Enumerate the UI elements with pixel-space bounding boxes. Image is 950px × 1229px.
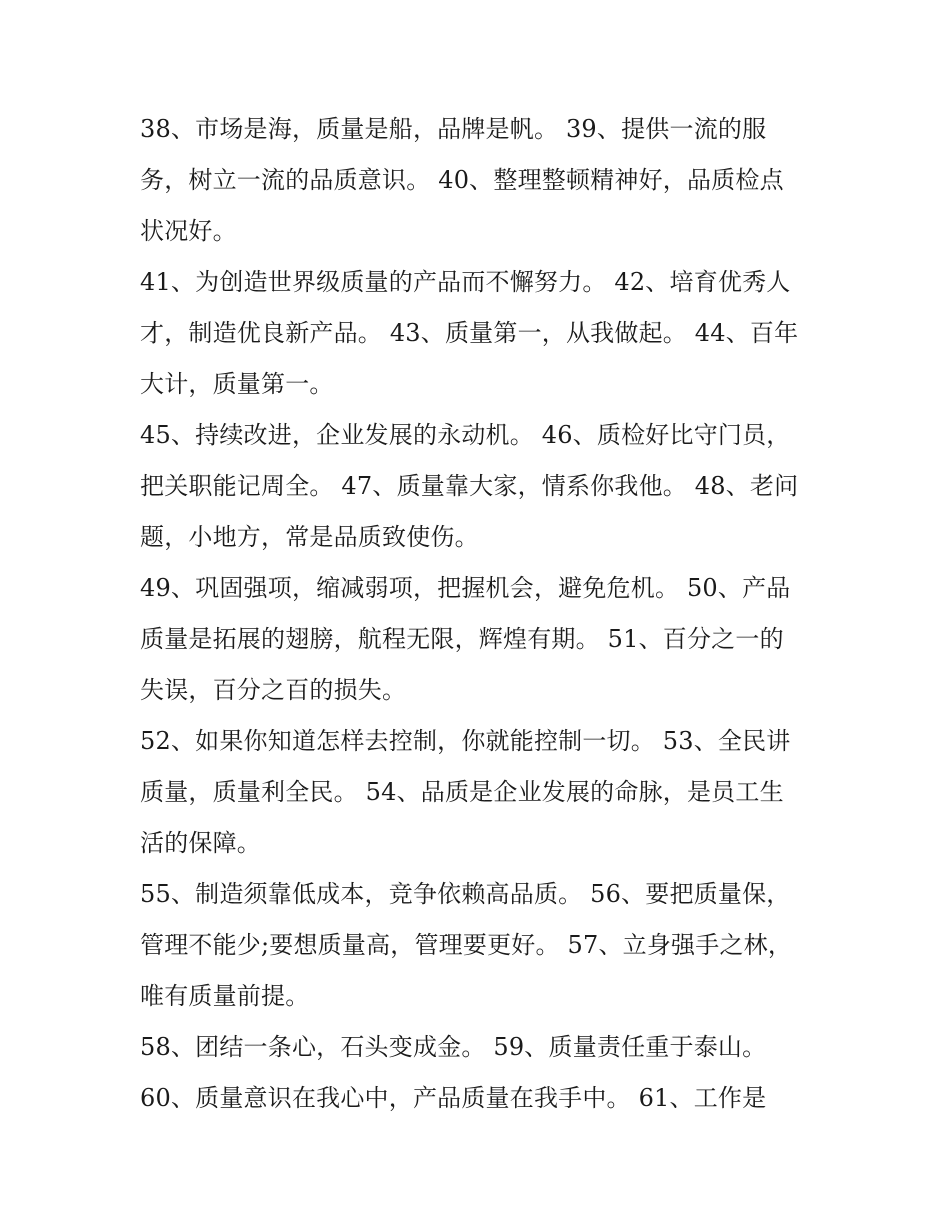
- text-line: 失误，百分之百的损失。: [140, 676, 407, 704]
- text-line: 状况好。: [140, 217, 237, 245]
- text-line: 55、制造须靠低成本，竞争依赖高品质。 56、要把质量保，: [140, 880, 791, 908]
- text-line: 大计，质量第一。: [140, 370, 334, 398]
- text-line: 题，小地方，常是品质致使伤。: [140, 523, 479, 551]
- text-line: 45、持续改进，企业发展的永动机。 46、质检好比守门员，: [140, 421, 791, 449]
- text-line: 58、团结一条心，石头变成金。 59、质量责任重于泰山。: [140, 1033, 767, 1061]
- text-line: 管理不能少;要想质量高，管理要更好。 57、立身强手之林，: [140, 931, 793, 959]
- text-line: 52、如果你知道怎样去控制，你就能控制一切。 53、全民讲: [140, 727, 791, 755]
- text-line: 49、巩固强项，缩减弱项，把握机会，避免危机。 50、产品: [140, 574, 791, 602]
- text-line: 活的保障。: [140, 829, 261, 857]
- text-line: 才，制造优良新产品。 43、质量第一，从我做起。 44、百年: [140, 319, 799, 347]
- text-line: 质量，质量利全民。 54、品质是企业发展的命脉，是员工生: [140, 778, 784, 806]
- text-line: 质量是拓展的翅膀，航程无限，辉煌有期。 51、百分之一的: [140, 625, 784, 653]
- text-line: 60、质量意识在我心中，产品质量在我手中。 61、工作是: [140, 1084, 767, 1112]
- text-line: 38、市场是海，质量是船，品牌是帆。 39、提供一流的服: [140, 115, 767, 143]
- document-body: [140, 104, 810, 1124]
- text-line: 41、为创造世界级质量的产品而不懈努力。 42、培育优秀人: [140, 268, 791, 296]
- text-line: 把关职能记周全。 47、质量靠大家，情系你我他。 48、老问: [140, 472, 799, 500]
- text-line: 务，树立一流的品质意识。 40、整理整顿精神好，品质检点: [140, 166, 784, 194]
- text-line: 唯有质量前提。: [140, 982, 310, 1010]
